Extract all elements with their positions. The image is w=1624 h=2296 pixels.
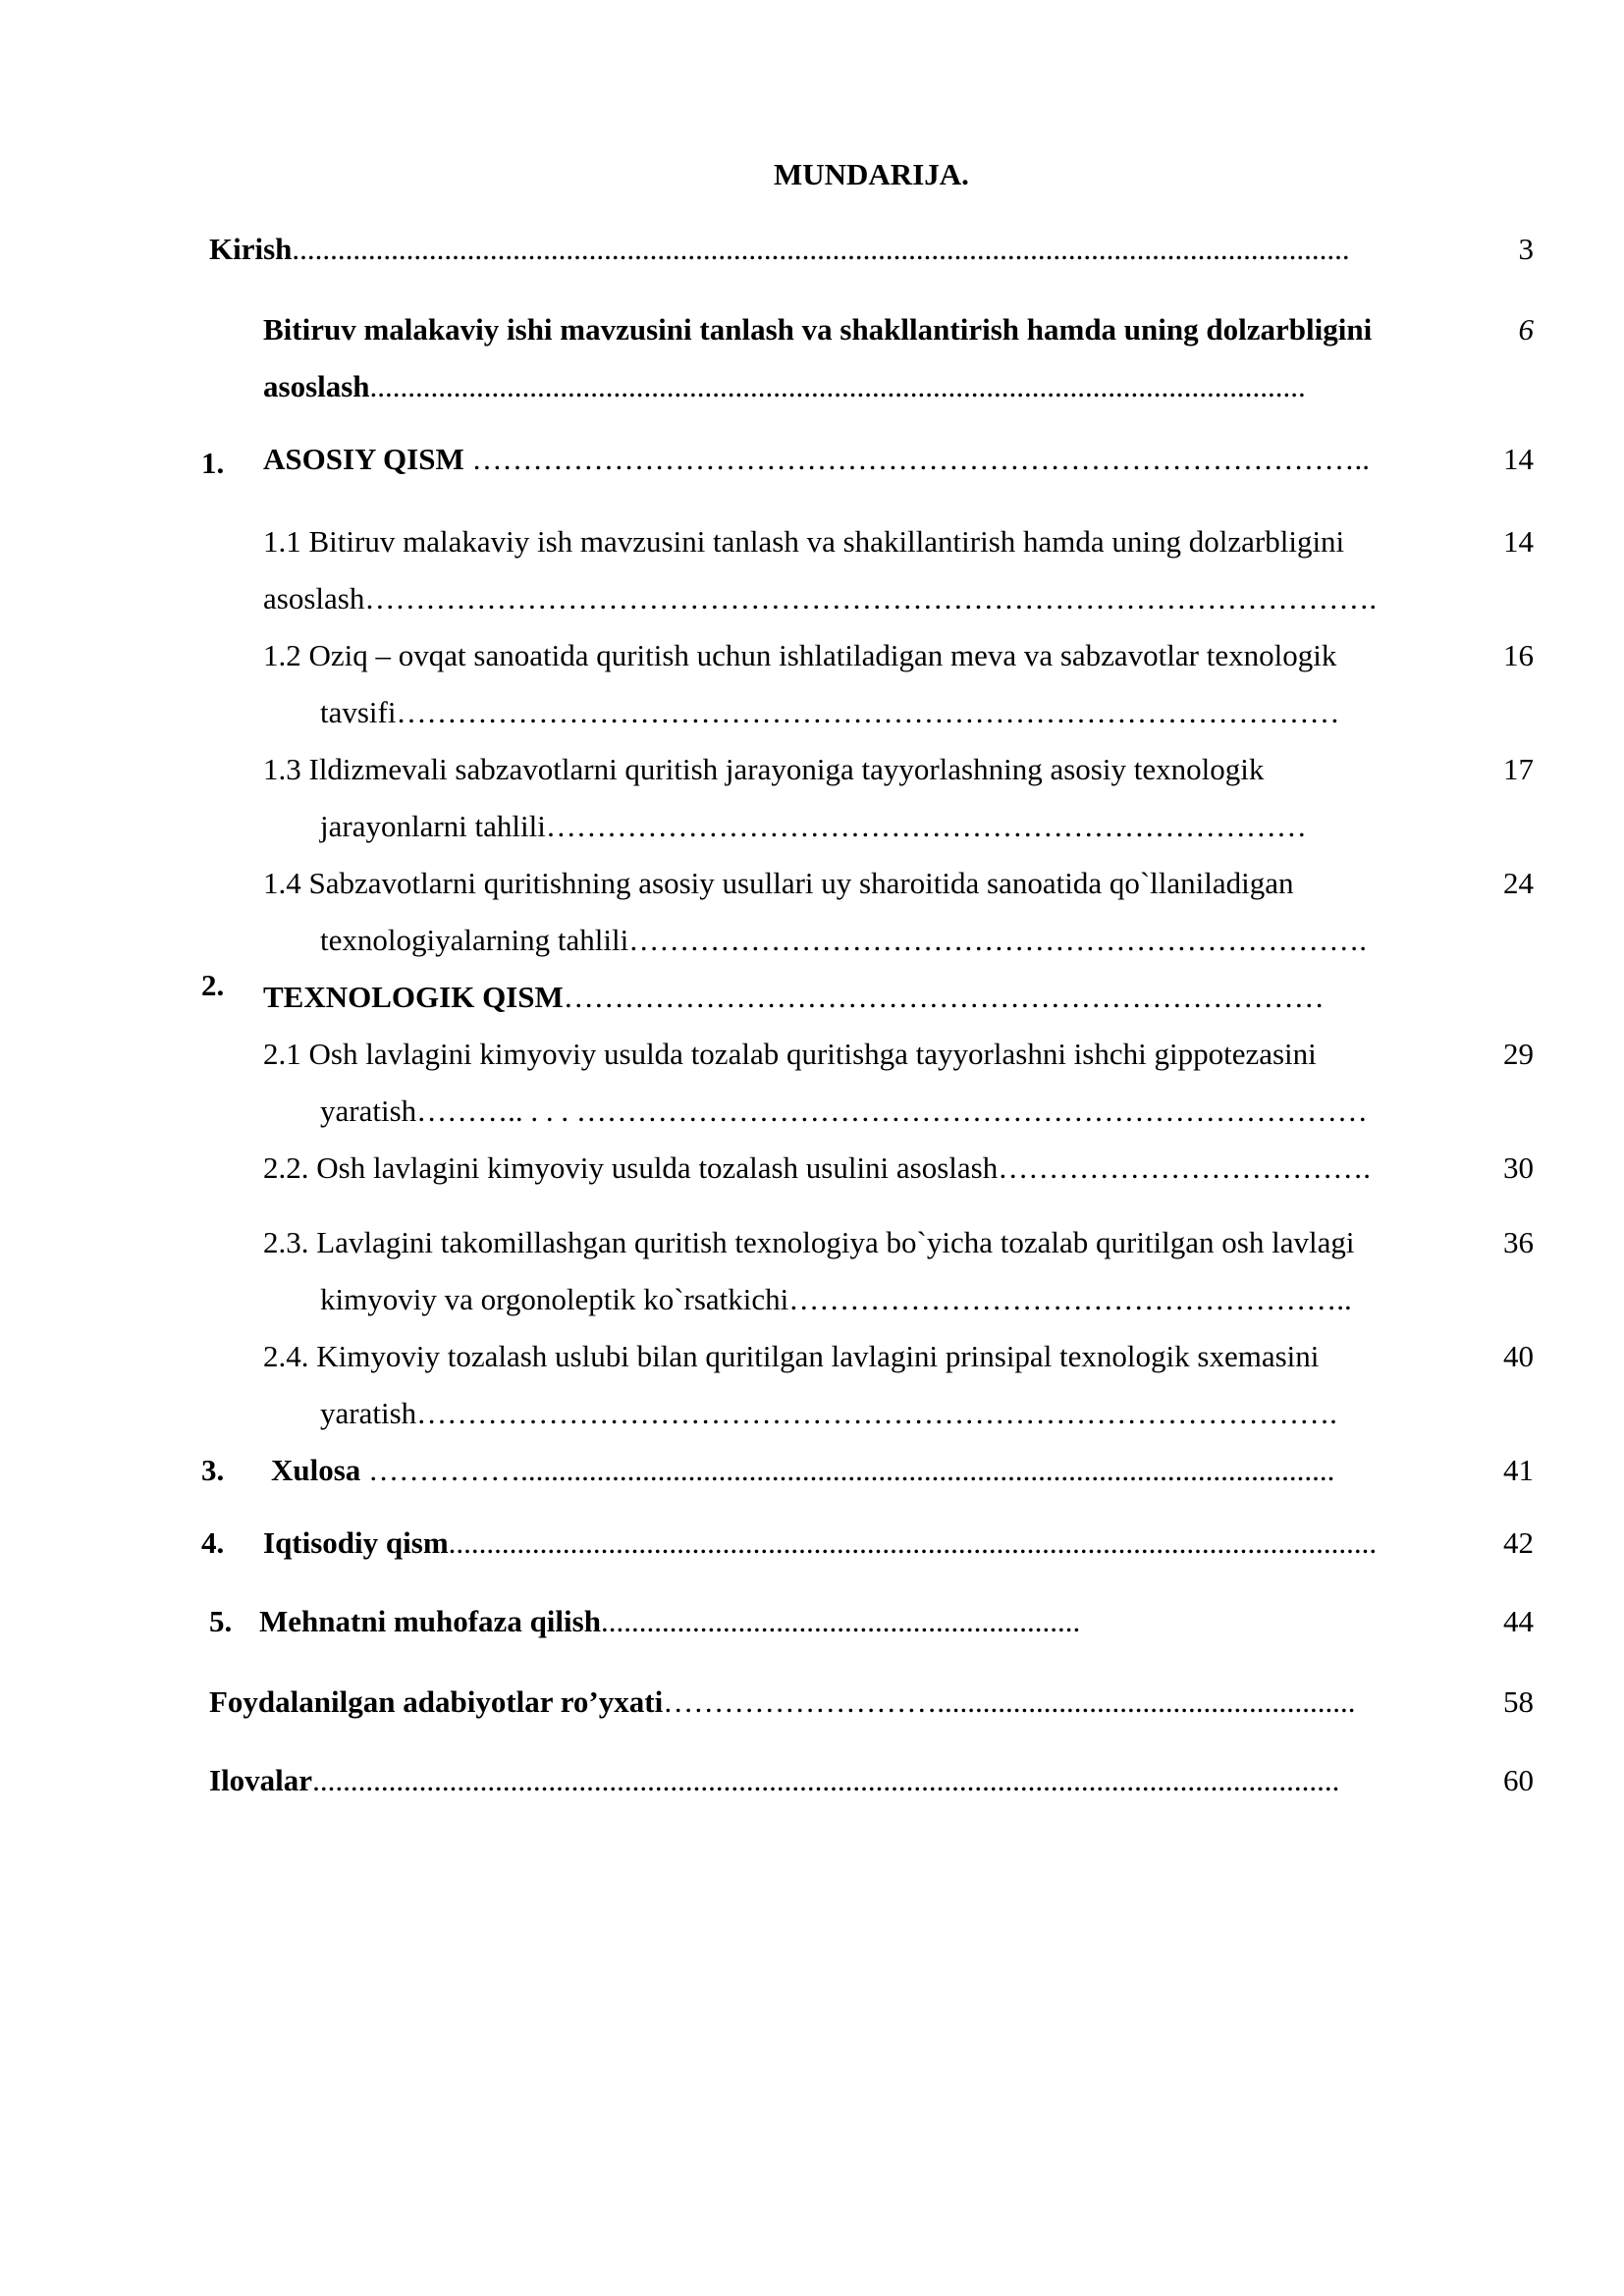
toc-leader: .......................................................................................................................... — [448, 1525, 1378, 1560]
section-number: 5. — [209, 1604, 233, 1638]
toc-entry-2-4-line2[interactable] — [320, 1396, 1337, 1431]
toc-page: 17 — [1503, 752, 1534, 786]
toc-label: Kirish — [209, 232, 293, 266]
toc-entry-1-2-line2[interactable] — [320, 695, 1340, 730]
toc-label: Foydalanilgan adabiyotlar ro’yxati — [209, 1684, 664, 1719]
toc-page: 30 — [1503, 1150, 1534, 1185]
toc-page: 60 — [1503, 1763, 1534, 1797]
toc-label-line2: texnologiyalarning tahlili………………………………………………………………. — [320, 923, 1367, 957]
toc-label-line2: jarayonlarni tahlili………………………………………………………………… — [320, 809, 1307, 843]
toc-leader: ………………………………………………………………… — [563, 980, 1325, 1014]
toc-page: 40 — [1503, 1339, 1534, 1373]
toc-label-line1: 1.4 Sabzavotlarni quritishning asosiy usullari uy sharoitida sanoatida qo`llaniladigan — [263, 866, 1294, 900]
toc-leader: …………………………………………………………………………….. — [471, 442, 1370, 476]
toc-label-line1: 1.1 Bitiruv malakaviy ish mavzusini tanlash va shakillantirish hamda uning dolzarbligini — [263, 524, 1345, 559]
toc-label: Ilovalar — [209, 1763, 313, 1797]
toc-entry-2-3-line2[interactable] — [320, 1282, 1352, 1317]
section-number: 1. — [201, 446, 225, 480]
toc-page: 14 — [1503, 442, 1534, 476]
toc-label: Mehnatni muhofaza qilish — [259, 1604, 601, 1638]
toc-label-line1: Bitiruv malakaviy ishi mavzusini tanlash va shakllantirish hamda uning dolzarbligini — [263, 312, 1373, 347]
toc-entry-2-1-line2[interactable] — [320, 1094, 1368, 1129]
toc-label-line2: asoslash………………………………………………………………………………………. — [263, 581, 1378, 615]
section-number: 3. — [201, 1453, 225, 1487]
toc-entry-1-4-line2[interactable] — [320, 923, 1367, 958]
toc-leader: ........................................................................................................................................... — [292, 232, 1350, 266]
toc-page: 36 — [1503, 1225, 1534, 1259]
toc-entry-1-2[interactable] — [263, 638, 1336, 673]
toc-label-line2: yaratish……….. . . . …………………………………………………………………… — [320, 1094, 1368, 1128]
toc-label-line1: 2.1 Osh lavlagini kimyoviy usulda tozalab quritishga tayyorlashni ishchi gippotezasini — [263, 1037, 1317, 1071]
toc-page: 14 — [1503, 524, 1534, 559]
toc-page: 6 — [1518, 312, 1534, 347]
toc-label: TEXNOLOGIK QISM — [263, 980, 564, 1014]
toc-label-line2: tavsifi………………………………………………………………………………… — [320, 695, 1340, 729]
toc-leader: ………………………....................................................... — [663, 1684, 1356, 1719]
toc-label-line1: 2.4. Kimyoviy tozalash uslubi bilan quritilgan lavlagini prinsipal texnologik sxemasini — [263, 1339, 1320, 1373]
toc-leader: ……………........................................................................................................... — [368, 1453, 1335, 1487]
toc-page: 42 — [1503, 1525, 1534, 1560]
toc-page: 29 — [1503, 1037, 1534, 1071]
section-number: 2. — [201, 968, 225, 1002]
toc-label-line1: 2.3. Lavlagini takomillashgan quritish texnologiya bo`yicha tozalab quritilgan osh lavlagi — [263, 1225, 1355, 1259]
toc-entry-iqtisodiy-qism[interactable] — [263, 1525, 1377, 1561]
toc-entry-texnologik-qism[interactable] — [263, 980, 1325, 1015]
page-title: MUNDARIJA. — [774, 157, 969, 191]
toc-entry-adabiyotlar[interactable] — [209, 1684, 1355, 1720]
toc-page: 44 — [1503, 1604, 1534, 1638]
toc-label-line2: yaratish………………………………………………………………………………. — [320, 1396, 1337, 1430]
toc-leader: ....................................................................................................................................... — [312, 1763, 1340, 1797]
toc-entry-1-1[interactable] — [263, 524, 1344, 560]
toc-leader: ........................................................................................................................... — [369, 369, 1306, 403]
toc-page: 3 — [1518, 232, 1534, 266]
toc-leader: ............................................................... — [600, 1604, 1081, 1638]
toc-label-line2: asoslash — [263, 369, 370, 403]
toc-entry-asosiy-qism[interactable] — [263, 442, 1370, 477]
toc-page: 58 — [1503, 1684, 1534, 1719]
toc-entry-1-3-line2[interactable] — [320, 809, 1307, 844]
toc-label: Iqtisodiy qism — [263, 1525, 449, 1560]
toc-label-line2: kimyoviy va orgonoleptik ko`rsatkichi……………………………………………….. — [320, 1282, 1352, 1316]
toc-label-line1: 2.2. Osh lavlagini kimyoviy usulda tozalash usulini asoslash………………………………. — [263, 1150, 1371, 1185]
section-number: 4. — [201, 1525, 225, 1560]
toc-page: 16 — [1503, 638, 1534, 672]
toc-entry-kirish[interactable] — [209, 232, 1350, 267]
toc-entry-1-4[interactable] — [263, 866, 1294, 901]
toc-entry-1-3[interactable] — [263, 752, 1264, 787]
toc-entry-ilovalar[interactable] — [209, 1763, 1339, 1798]
toc-label: ASOSIY QISM — [263, 442, 464, 476]
toc-label-line1: 1.2 Oziq – ovqat sanoatida quritish uchun ishlatiladigan meva va sabzavotlar texnologik — [263, 638, 1337, 672]
toc-entry-2-4[interactable] — [263, 1339, 1319, 1374]
toc-entry-xulosa[interactable] — [271, 1453, 1334, 1488]
toc-entry-2-1[interactable] — [263, 1037, 1317, 1072]
toc-entry-2-3[interactable] — [263, 1225, 1354, 1260]
toc-page: 24 — [1503, 866, 1534, 900]
toc-label-line1: 1.3 Ildizmevali sabzavotlarni quritish jarayoniga tayyorlashning asosiy texnologik — [263, 752, 1265, 786]
toc-entry-1-1-line2[interactable] — [263, 581, 1377, 616]
toc-page: 41 — [1503, 1453, 1534, 1487]
toc-entry-bitiruv-line2[interactable] — [263, 369, 1306, 404]
toc-entry-2-2[interactable] — [263, 1150, 1371, 1186]
toc-label: Xulosa — [271, 1453, 361, 1487]
toc-entry-bitiruv[interactable] — [263, 312, 1372, 347]
toc-entry-mehnat-muhofaza[interactable] — [259, 1604, 1080, 1639]
